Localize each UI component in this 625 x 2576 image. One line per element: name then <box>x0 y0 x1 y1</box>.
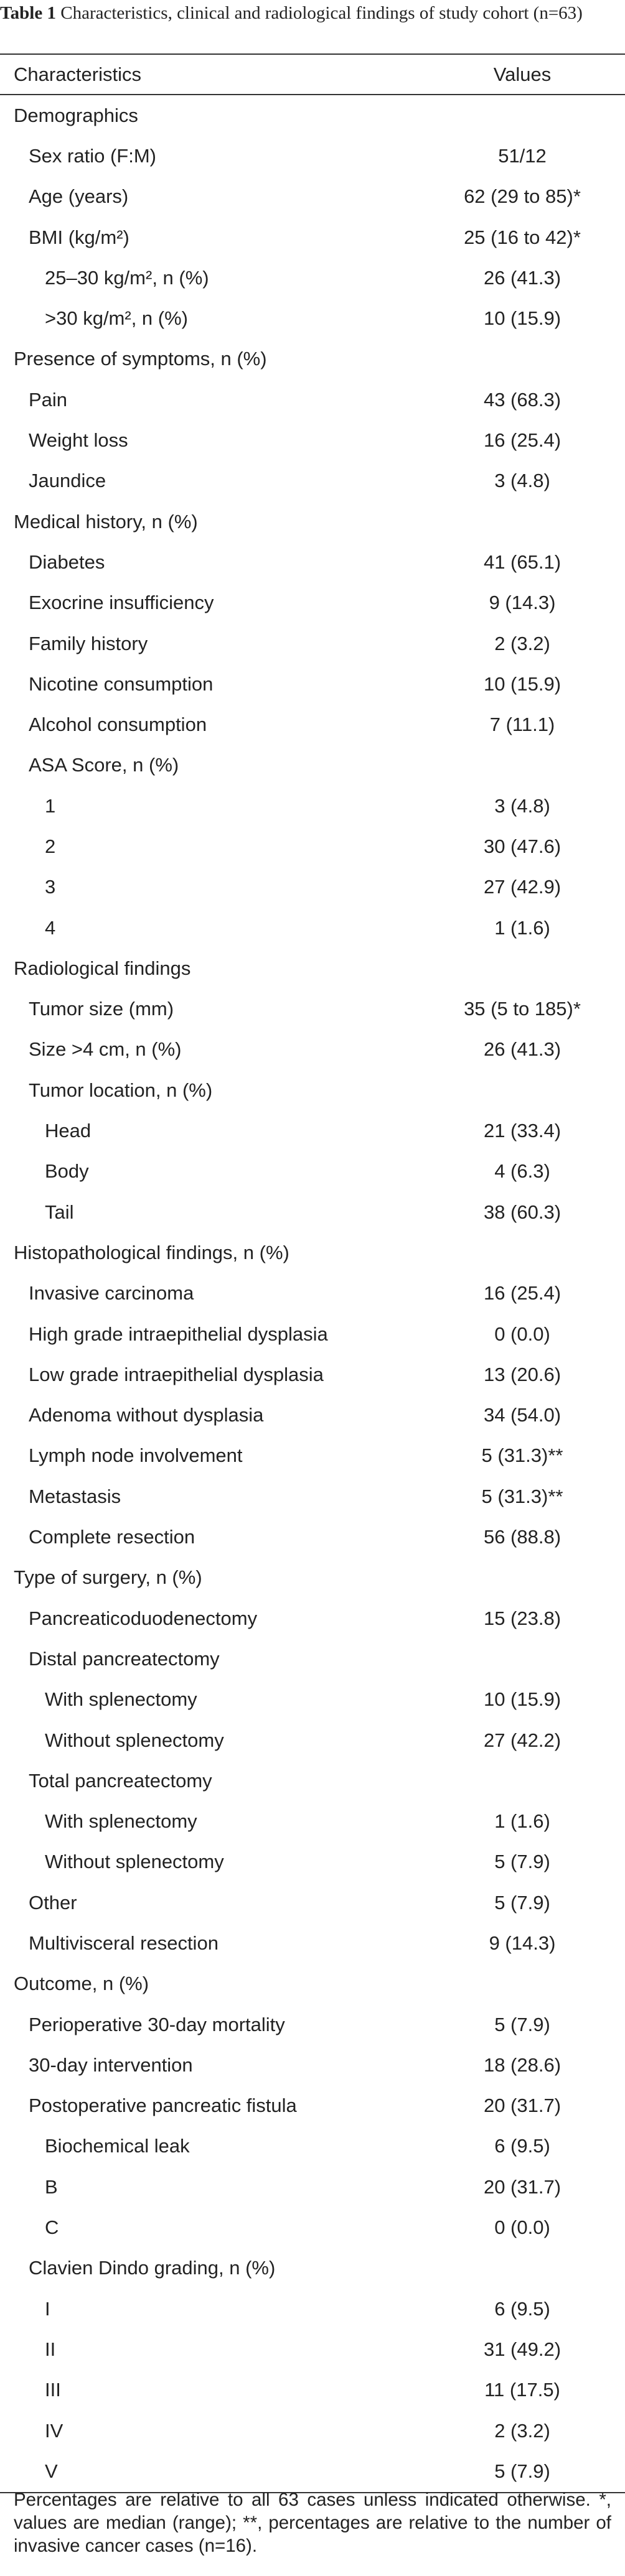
table-row <box>0 420 625 460</box>
table-row <box>0 948 625 988</box>
table-row <box>0 1923 625 1963</box>
row-label: IV <box>45 2419 63 2442</box>
table-row <box>0 1517 625 1557</box>
table-row <box>0 461 625 501</box>
table-row <box>0 217 625 258</box>
row-label: Without splenectomy <box>45 1851 224 1873</box>
table-row <box>0 2086 625 2126</box>
row-label: II <box>45 2338 56 2360</box>
row-label: ASA Score, n (%) <box>29 754 179 776</box>
row-label: Medical history, n (%) <box>14 510 198 532</box>
table-row <box>0 298 625 338</box>
row-value: 20 (31.7) <box>483 2095 562 2117</box>
row-label: Size >4 cm, n (%) <box>29 1038 182 1061</box>
row-label: Type of surgery, n (%) <box>14 1566 202 1589</box>
row-label: With splenectomy <box>45 1810 197 1833</box>
row-label: Complete resection <box>29 1526 195 1548</box>
row-label: 25–30 kg/m², n (%) <box>45 266 209 289</box>
table-row <box>0 2045 625 2085</box>
row-label: Demographics <box>14 104 138 126</box>
row-label: Radiological findings <box>14 957 191 979</box>
row-value: 10 (15.9) <box>483 1688 562 1711</box>
row-value: 30 (47.6) <box>483 835 562 857</box>
row-label: B <box>45 2175 58 2198</box>
table-row <box>0 2329 625 2369</box>
table-row <box>0 1354 625 1395</box>
row-label: Family history <box>29 632 148 654</box>
row-value: 25 (16 to 42)* <box>464 226 581 248</box>
row-value: 5 (7.9) <box>494 2460 550 2482</box>
row-value: 51/12 <box>498 144 547 167</box>
row-label: 3 <box>45 876 56 898</box>
row-value: 2 (3.2) <box>494 2419 550 2442</box>
table-label: Table 1 <box>0 3 56 23</box>
row-value: 5 (31.3)** <box>481 1444 563 1467</box>
row-value: 4 (6.3) <box>494 1160 550 1183</box>
table-row <box>0 1558 625 1598</box>
row-label: Biochemical leak <box>45 2135 190 2157</box>
row-label: V <box>45 2460 58 2482</box>
header-values: Values <box>493 63 552 85</box>
table-row <box>0 1070 625 1110</box>
row-label: Adenoma without dysplasia <box>29 1404 264 1426</box>
table-row <box>0 1476 625 1517</box>
table-row <box>0 258 625 298</box>
table-row <box>0 1273 625 1314</box>
row-label: Outcome, n (%) <box>14 1973 149 1995</box>
row-label: 30-day intervention <box>29 2053 193 2076</box>
row-label: Jaundice <box>29 470 106 492</box>
table-row <box>0 2289 625 2329</box>
table-row <box>0 1192 625 1232</box>
row-label: Tumor location, n (%) <box>29 1079 213 1101</box>
table-row <box>0 1882 625 1923</box>
row-label: Multivisceral resection <box>29 1932 219 1954</box>
row-label: 4 <box>45 916 56 939</box>
row-label: Perioperative 30-day mortality <box>29 2013 285 2035</box>
row-value: 16 (25.4) <box>483 429 562 452</box>
table-row <box>0 1232 625 1273</box>
row-value: 5 (7.9) <box>494 2013 550 2035</box>
row-label: BMI (kg/m²) <box>29 226 129 248</box>
table-row <box>0 501 625 542</box>
row-label: Clavien Dindo grading, n (%) <box>29 2257 276 2279</box>
row-value: 11 (17.5) <box>484 2379 560 2401</box>
row-value: 31 (49.2) <box>483 2338 562 2360</box>
row-label: Age (years) <box>29 185 129 208</box>
table-header <box>0 55 625 95</box>
row-label: Exocrine insufficiency <box>29 592 214 614</box>
row-value: 15 (23.8) <box>483 1607 562 1629</box>
table-row <box>0 95 625 136</box>
row-label: 1 <box>45 794 56 817</box>
row-label: Alcohol consumption <box>29 714 207 736</box>
row-value: 27 (42.9) <box>483 876 562 898</box>
table-row <box>0 2248 625 2289</box>
row-label: Invasive carcinoma <box>29 1282 194 1304</box>
table-row <box>0 1314 625 1354</box>
table-row <box>0 136 625 176</box>
table-row <box>0 379 625 420</box>
row-label: Tumor size (mm) <box>29 998 174 1020</box>
table-footnote: Percentages are relative to all 63 cases unless indicated otherwise. *, values are median (range); **, percentages are relative to the number of invasive cancer cases (n=16). <box>14 2490 611 2556</box>
row-value: 43 (68.3) <box>483 388 562 411</box>
row-value: 0 (0.0) <box>494 2216 550 2239</box>
table-row <box>0 1598 625 1639</box>
row-value: 26 (41.3) <box>483 266 562 289</box>
table-row <box>0 1760 625 1801</box>
row-label: Other <box>29 1891 77 1913</box>
row-label: Tail <box>45 1201 74 1223</box>
row-label: C <box>45 2216 59 2239</box>
table-row <box>0 2004 625 2045</box>
row-value: 2 (3.2) <box>494 632 550 654</box>
table-row <box>0 745 625 786</box>
table-row <box>0 623 625 664</box>
table-row <box>0 704 625 745</box>
table-row <box>0 786 625 826</box>
row-value: 7 (11.1) <box>489 714 555 736</box>
table-row <box>0 867 625 908</box>
row-value: 16 (25.4) <box>483 1282 562 1304</box>
row-label: Nicotine consumption <box>29 672 214 695</box>
table-row <box>0 2411 625 2451</box>
table-row <box>0 989 625 1030</box>
row-value: 35 (5 to 185)* <box>464 998 581 1020</box>
row-label: With splenectomy <box>45 1688 197 1711</box>
table-row <box>0 826 625 867</box>
row-label: Postoperative pancreatic fistula <box>29 2095 297 2117</box>
table-body <box>0 95 625 2492</box>
table-row <box>0 1801 625 1841</box>
row-value: 13 (20.6) <box>483 1363 562 1385</box>
row-label: Sex ratio (F:M) <box>29 144 156 167</box>
row-label: Lymph node involvement <box>29 1444 243 1467</box>
row-label: Pain <box>29 388 68 411</box>
table-row <box>0 1964 625 2004</box>
row-label: Head <box>45 1120 92 1142</box>
characteristics-table <box>0 53 625 2493</box>
row-value: 38 (60.3) <box>483 1201 562 1223</box>
row-value: 18 (28.6) <box>483 2053 562 2076</box>
table-row <box>0 908 625 948</box>
table-row <box>0 1395 625 1436</box>
row-value: 56 (88.8) <box>483 1526 562 1548</box>
row-value: 34 (54.0) <box>483 1404 562 1426</box>
row-value: 62 (29 to 85)* <box>464 185 581 208</box>
table-row <box>0 1720 625 1760</box>
header-characteristics: Characteristics <box>14 63 141 85</box>
table-row <box>0 2167 625 2207</box>
row-value: 3 (4.8) <box>494 470 550 492</box>
row-label: III <box>45 2379 61 2401</box>
row-value: 0 (0.0) <box>494 1323 550 1345</box>
row-label: Presence of symptoms, n (%) <box>14 348 267 370</box>
row-value: 27 (42.2) <box>483 1729 562 1751</box>
table-row <box>0 1842 625 1882</box>
row-value: 5 (7.9) <box>494 1851 550 1873</box>
row-label: Diabetes <box>29 551 105 573</box>
row-value: 21 (33.4) <box>483 1120 562 1142</box>
table-row <box>0 2126 625 2167</box>
table-row <box>0 1110 625 1151</box>
table-row <box>0 2207 625 2248</box>
row-value: 10 (15.9) <box>483 672 562 695</box>
table-row <box>0 583 625 623</box>
table-title: Characteristics, clinical and radiological findings of study cohort (n=63) <box>60 3 583 23</box>
row-label: >30 kg/m², n (%) <box>45 307 188 330</box>
table-caption <box>0 0 625 24</box>
row-value: 3 (4.8) <box>494 794 550 817</box>
table-row <box>0 2451 625 2491</box>
row-value: 5 (7.9) <box>494 1891 550 1913</box>
table-row <box>0 542 625 582</box>
table-row <box>0 1030 625 1070</box>
row-label: Without splenectomy <box>45 1729 224 1751</box>
table-row <box>0 1639 625 1679</box>
row-value: 20 (31.7) <box>483 2175 562 2198</box>
row-value: 10 (15.9) <box>483 307 562 330</box>
row-value: 6 (9.5) <box>494 2135 550 2157</box>
row-value: 6 (9.5) <box>494 2297 550 2320</box>
table-row <box>0 177 625 217</box>
row-label: 2 <box>45 835 56 857</box>
row-value: 5 (31.3)** <box>481 1485 563 1507</box>
row-value: 1 (1.6) <box>494 1810 550 1833</box>
table-row <box>0 1680 625 1720</box>
table-row <box>0 339 625 379</box>
row-label: I <box>45 2297 50 2320</box>
row-label: Metastasis <box>29 1485 121 1507</box>
table-row <box>0 2370 625 2411</box>
row-label: Total pancreatectomy <box>29 1769 212 1792</box>
row-value: 9 (14.3) <box>489 592 556 614</box>
row-value: 41 (65.1) <box>483 551 562 573</box>
row-label: Pancreaticoduodenectomy <box>29 1607 258 1629</box>
row-value: 26 (41.3) <box>483 1038 562 1061</box>
row-label: Histopathological findings, n (%) <box>14 1241 289 1263</box>
row-label: High grade intraepithelial dysplasia <box>29 1323 328 1345</box>
row-label: Body <box>45 1160 89 1183</box>
table-row <box>0 664 625 704</box>
row-label: Low grade intraepithelial dysplasia <box>29 1363 324 1385</box>
table-row <box>0 1436 625 1476</box>
row-label: Weight loss <box>29 429 128 452</box>
row-value: 1 (1.6) <box>494 916 550 939</box>
table-row <box>0 1151 625 1192</box>
row-label: Distal pancreatectomy <box>29 1647 220 1670</box>
row-value: 9 (14.3) <box>489 1932 556 1954</box>
